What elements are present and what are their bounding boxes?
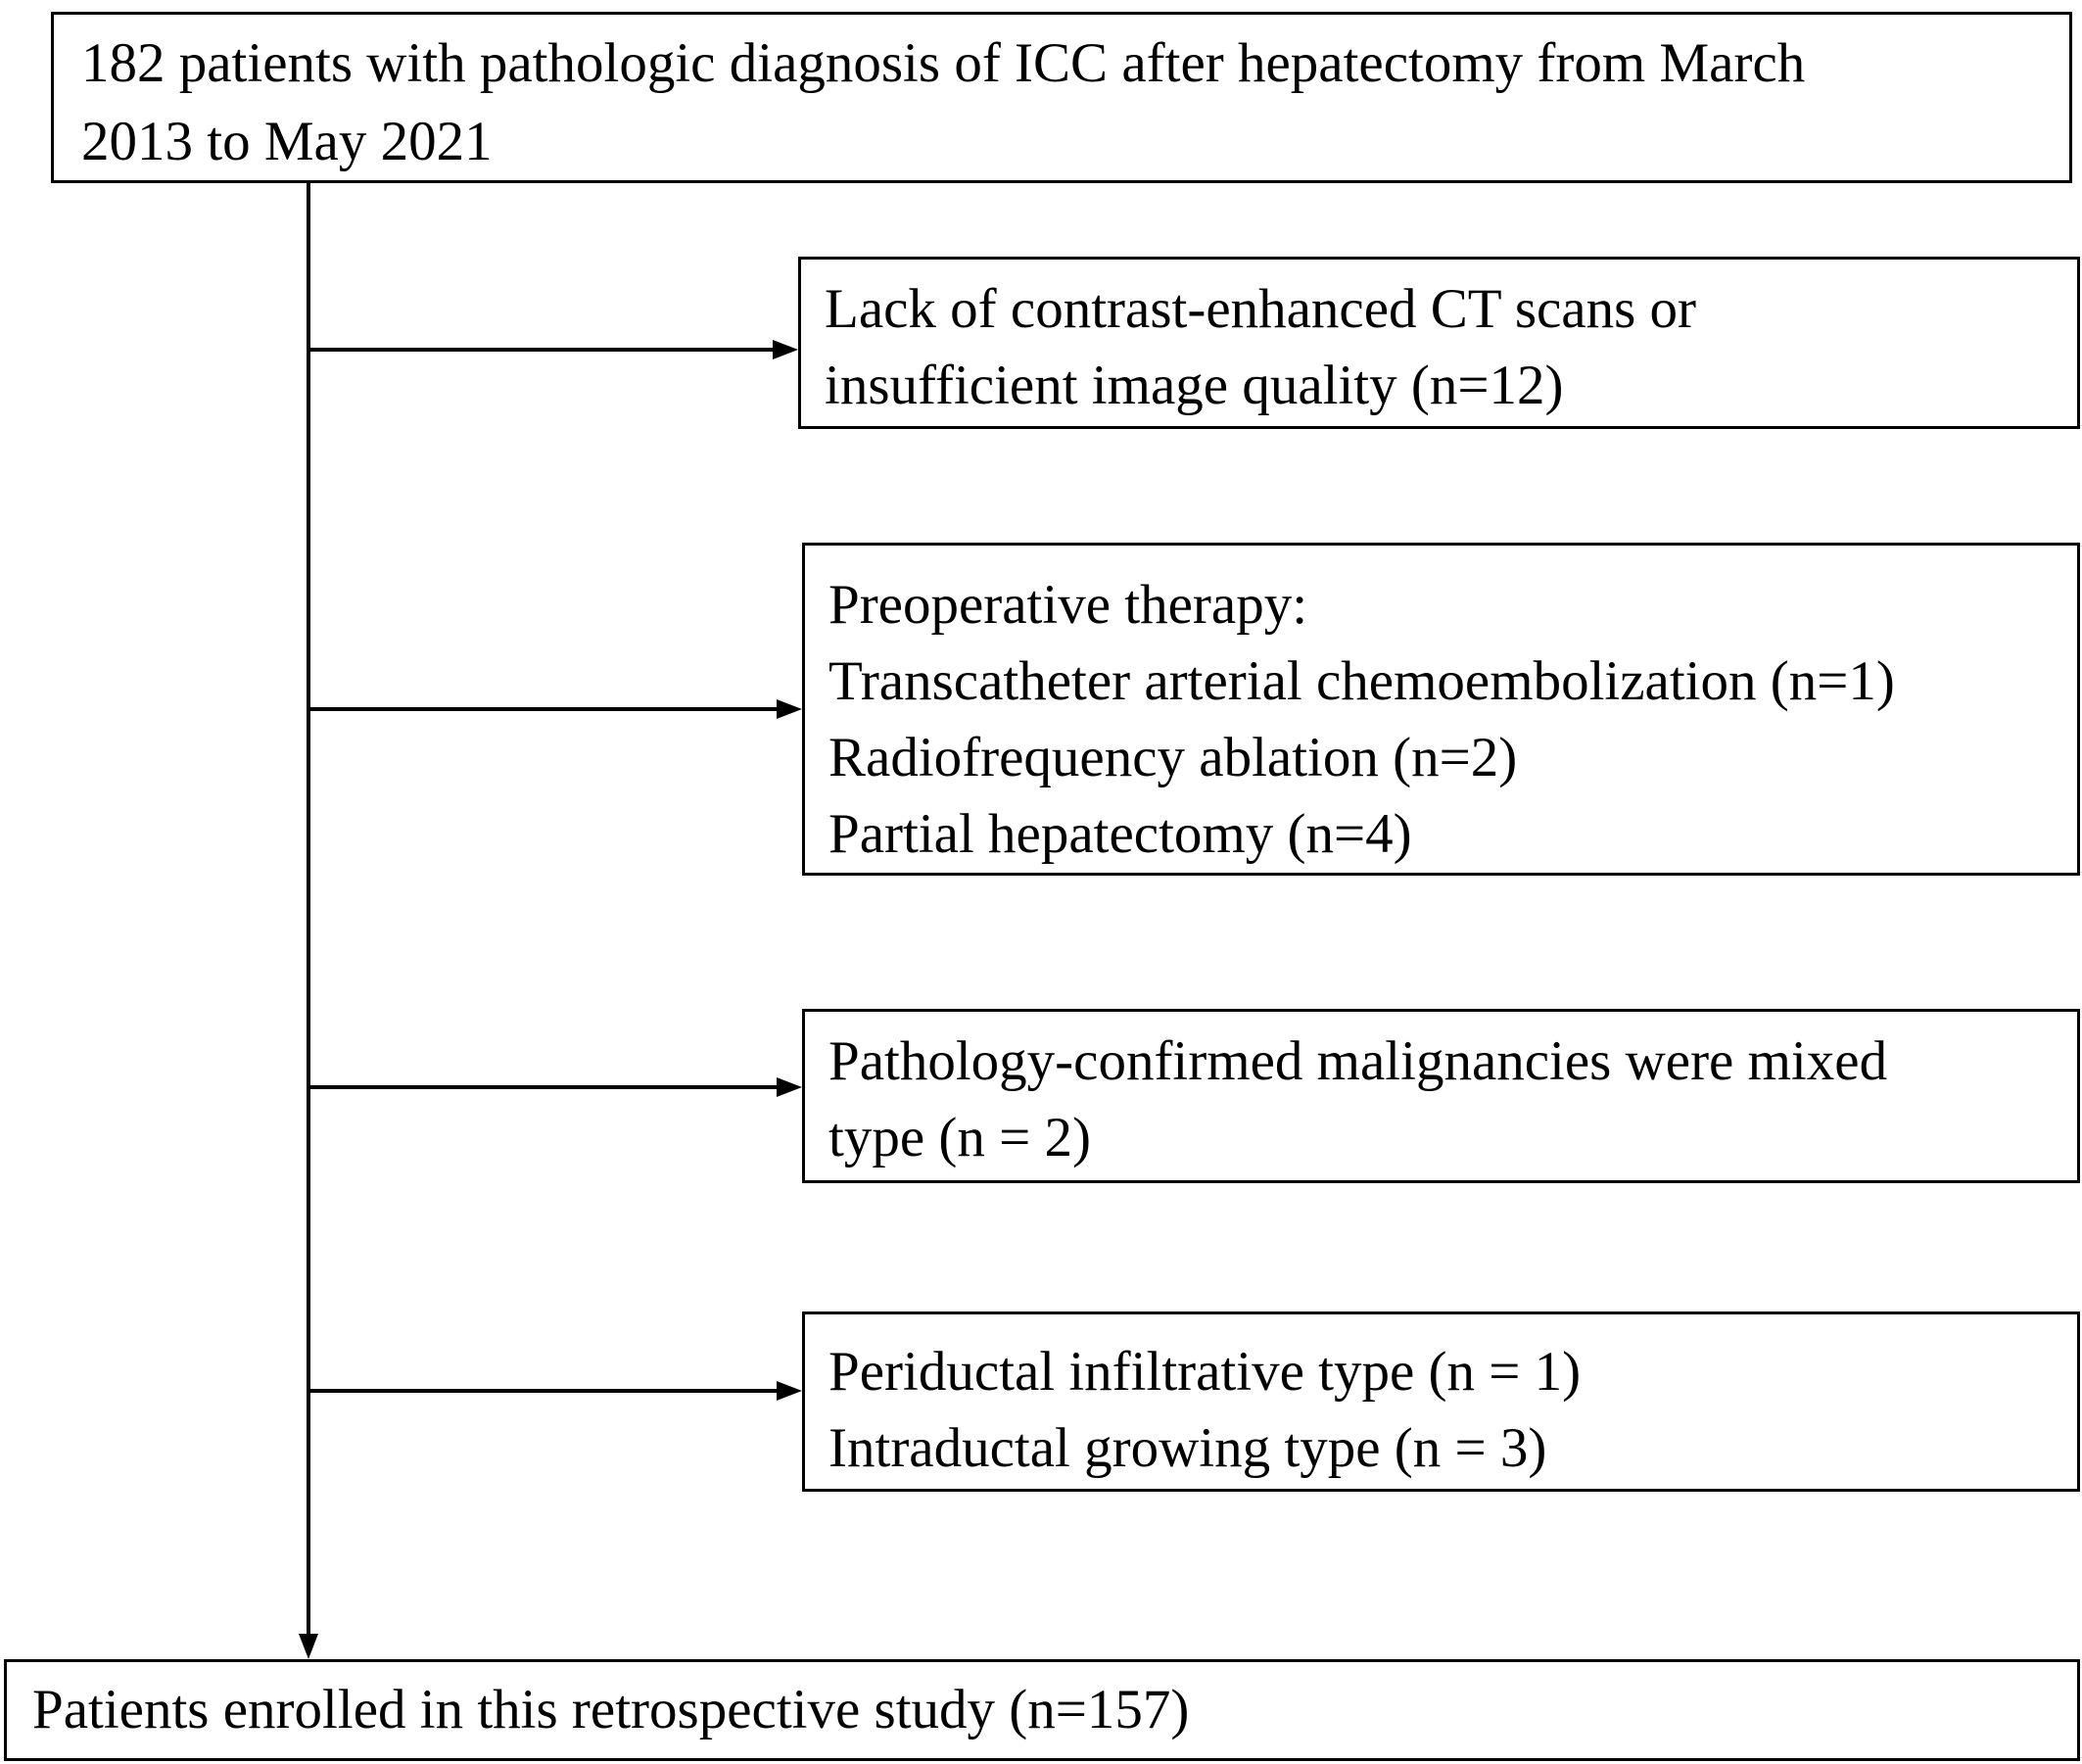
exclusion-arrowhead-1 <box>773 340 798 359</box>
exclusion-therapy-tace: Transcatheter arterial chemoembolization (n=1) <box>828 650 1895 712</box>
exclusion-arrowhead-3 <box>777 1077 802 1097</box>
exclusion-therapy-rfa: Radiofrequency ablation (n=2) <box>828 727 1518 788</box>
exclusion-imaging-line-1: Lack of contrast-enhanced CT scans or <box>825 278 1697 340</box>
exclusion-mixed-line-1: Pathology-confirmed malignancies were mixed <box>828 1030 1888 1092</box>
initial-cohort-line-1: 182 patients with pathologic diagnosis of ICC after hepatectomy from March <box>81 32 1806 94</box>
exclusion-arrowhead-2 <box>777 699 802 719</box>
initial-cohort-line-2: 2013 to May 2021 <box>81 111 493 172</box>
exclusion-box-preoperative-therapy <box>802 543 2080 876</box>
exclusion-therapy-heading: Preoperative therapy: <box>828 574 1308 636</box>
exclusion-box-growth-type <box>802 1311 2080 1492</box>
exclusion-periductal-line: Periductal infiltrative type (n = 1) <box>828 1341 1582 1403</box>
enrolled-cohort-box <box>4 1659 2080 1761</box>
exclusion-box-mixed-type <box>802 1009 2080 1183</box>
exclusion-mixed-line-2: type (n = 2) <box>828 1107 1091 1168</box>
exclusion-intraductal-line: Intraductal growing type (n = 3) <box>828 1417 1547 1479</box>
exclusion-box-imaging <box>798 257 2080 429</box>
main-down-arrowhead <box>299 1634 318 1659</box>
exclusion-arrowhead-4 <box>777 1381 802 1401</box>
exclusion-therapy-hepatectomy: Partial hepatectomy (n=4) <box>828 803 1412 865</box>
initial-cohort-box <box>51 12 2072 183</box>
exclusion-imaging-line-2: insufficient image quality (n=12) <box>825 355 1564 416</box>
enrolled-cohort-line: Patients enrolled in this retrospective study (n=157) <box>32 1679 1190 1740</box>
